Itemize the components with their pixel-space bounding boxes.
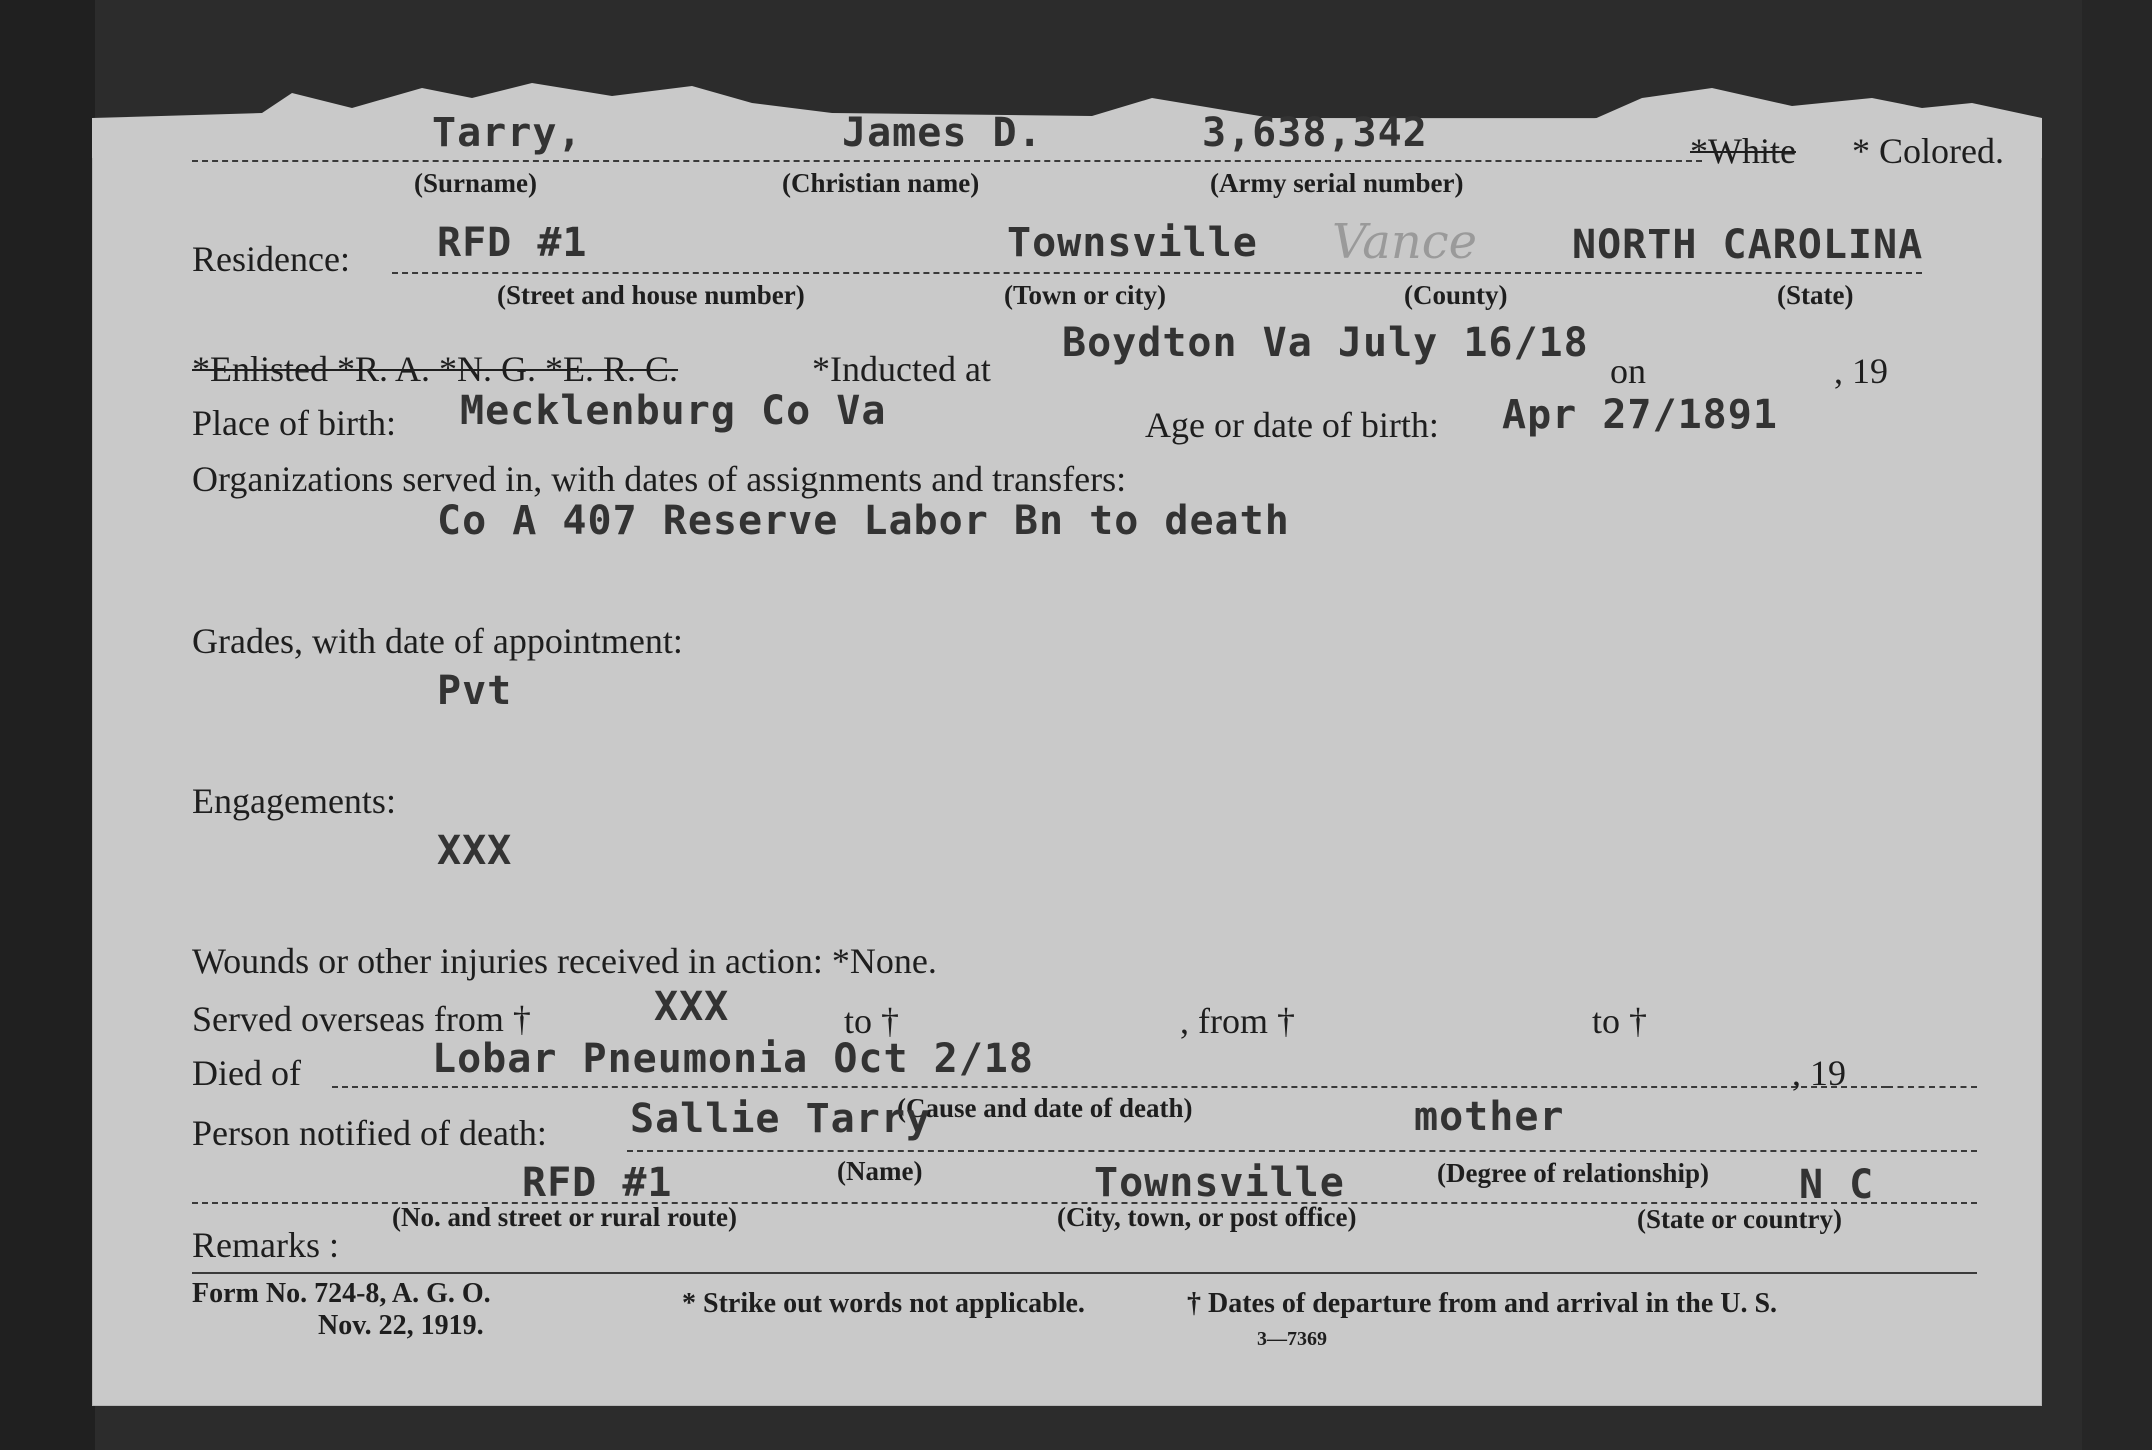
serial-number-value: 3,638,342 [1202,110,1428,156]
surname-caption: (Surname) [414,168,537,198]
overseas-from2-label: , from † [1180,1001,1295,1041]
person-notified-label: Person notified of death: [192,1113,547,1153]
residence-state-caption: (State) [1777,280,1854,310]
person-notified-line [627,1150,1977,1152]
overseas-to-label: to † [844,1001,900,1041]
colored-label: * Colored. [1852,131,2004,171]
form-date: Nov. 22, 1919. [318,1310,484,1341]
residence-state-value: NORTH CAROLINA [1572,222,1924,268]
person-notified-street-caption: (No. and street or rural route) [392,1202,737,1232]
print-code: 3—7369 [1257,1328,1327,1350]
person-notified-town: Townsville [1094,1160,1345,1206]
place-of-birth-value: Mecklenburg Co Va [460,388,887,434]
organizations-label: Organizations served in, with dates of assignments and transfers: [192,459,1127,499]
died-of-year-label: , 19 [1792,1053,1846,1093]
grades-value: Pvt [437,668,513,714]
serial-number-caption: (Army serial number) [1210,168,1464,198]
surname-value: Tarry, [432,110,583,156]
inducted-label: *Inducted at [812,349,991,389]
residence-town-caption: (Town or city) [1004,280,1166,310]
place-of-birth-label: Place of birth: [192,403,396,443]
person-notified-name-caption: (Name) [837,1156,923,1186]
overseas-from-value: XXX [654,984,730,1030]
inducted-year-label: , 19 [1834,351,1888,391]
person-notified-town-caption: (City, town, or post office) [1057,1202,1357,1232]
residence-street-caption: (Street and house number) [497,280,805,310]
person-notified-state-caption: (State or country) [1637,1204,1842,1234]
strike-note: * Strike out words not applicable. [682,1288,1085,1319]
person-notified-name: Sallie Tarry [630,1096,931,1142]
died-of-value: Lobar Pneumonia Oct 2/18 [432,1036,1034,1082]
person-notified-street: RFD #1 [522,1160,673,1206]
residence-town-value: Townsville [1007,220,1258,266]
remarks-line [192,1272,1977,1274]
wounds-label: Wounds or other injuries received in action: *None. [192,941,937,981]
organizations-value: Co A 407 Reserve Labor Bn to death [437,498,1290,544]
residence-county-caption: (County) [1404,280,1508,310]
age-label: Age or date of birth: [1145,405,1439,445]
grades-label: Grades, with date of appointment: [192,621,683,661]
christian-name-value: James D. [842,110,1043,156]
person-notified-state: N C [1799,1162,1875,1208]
background-left [0,0,95,1450]
header-line [192,160,1702,162]
inducted-value: Boydton Va July 16/18 [1062,320,1589,366]
person-notified-relationship: mother [1414,1094,1565,1140]
service-record-card [92,110,2042,1406]
overseas-to2-label: to † [1592,1001,1648,1041]
died-of-year-line [1887,1086,1977,1088]
engagements-label: Engagements: [192,781,396,821]
engagements-value: XXX [437,828,513,874]
christian-name-caption: (Christian name) [782,168,980,198]
form-number: Form No. 724-8, A. G. O. [192,1278,491,1309]
dates-note: † Dates of departure from and arrival in the U. S. [1187,1288,1778,1319]
person-notified-relationship-caption: (Degree of relationship) [1437,1158,1709,1188]
residence-county-value: Vance [1332,214,1478,270]
background-right [2082,0,2152,1450]
died-of-line [332,1086,1887,1088]
overseas-from-label: Served overseas from † [192,999,531,1039]
inducted-on-label: on [1610,351,1646,391]
remarks-label: Remarks : [192,1225,339,1265]
residence-line [392,272,1922,274]
enlisted-options: *Enlisted *R. A. *N. G. *E. R. C. [192,349,679,389]
died-of-label: Died of [192,1053,301,1093]
death-caption: (Cause and date of death) [897,1093,1193,1123]
residence-street-value: RFD #1 [437,220,588,266]
white-label: *White [1690,131,1796,171]
residence-label: Residence: [192,239,350,279]
age-value: Apr 27/1891 [1502,392,1778,438]
